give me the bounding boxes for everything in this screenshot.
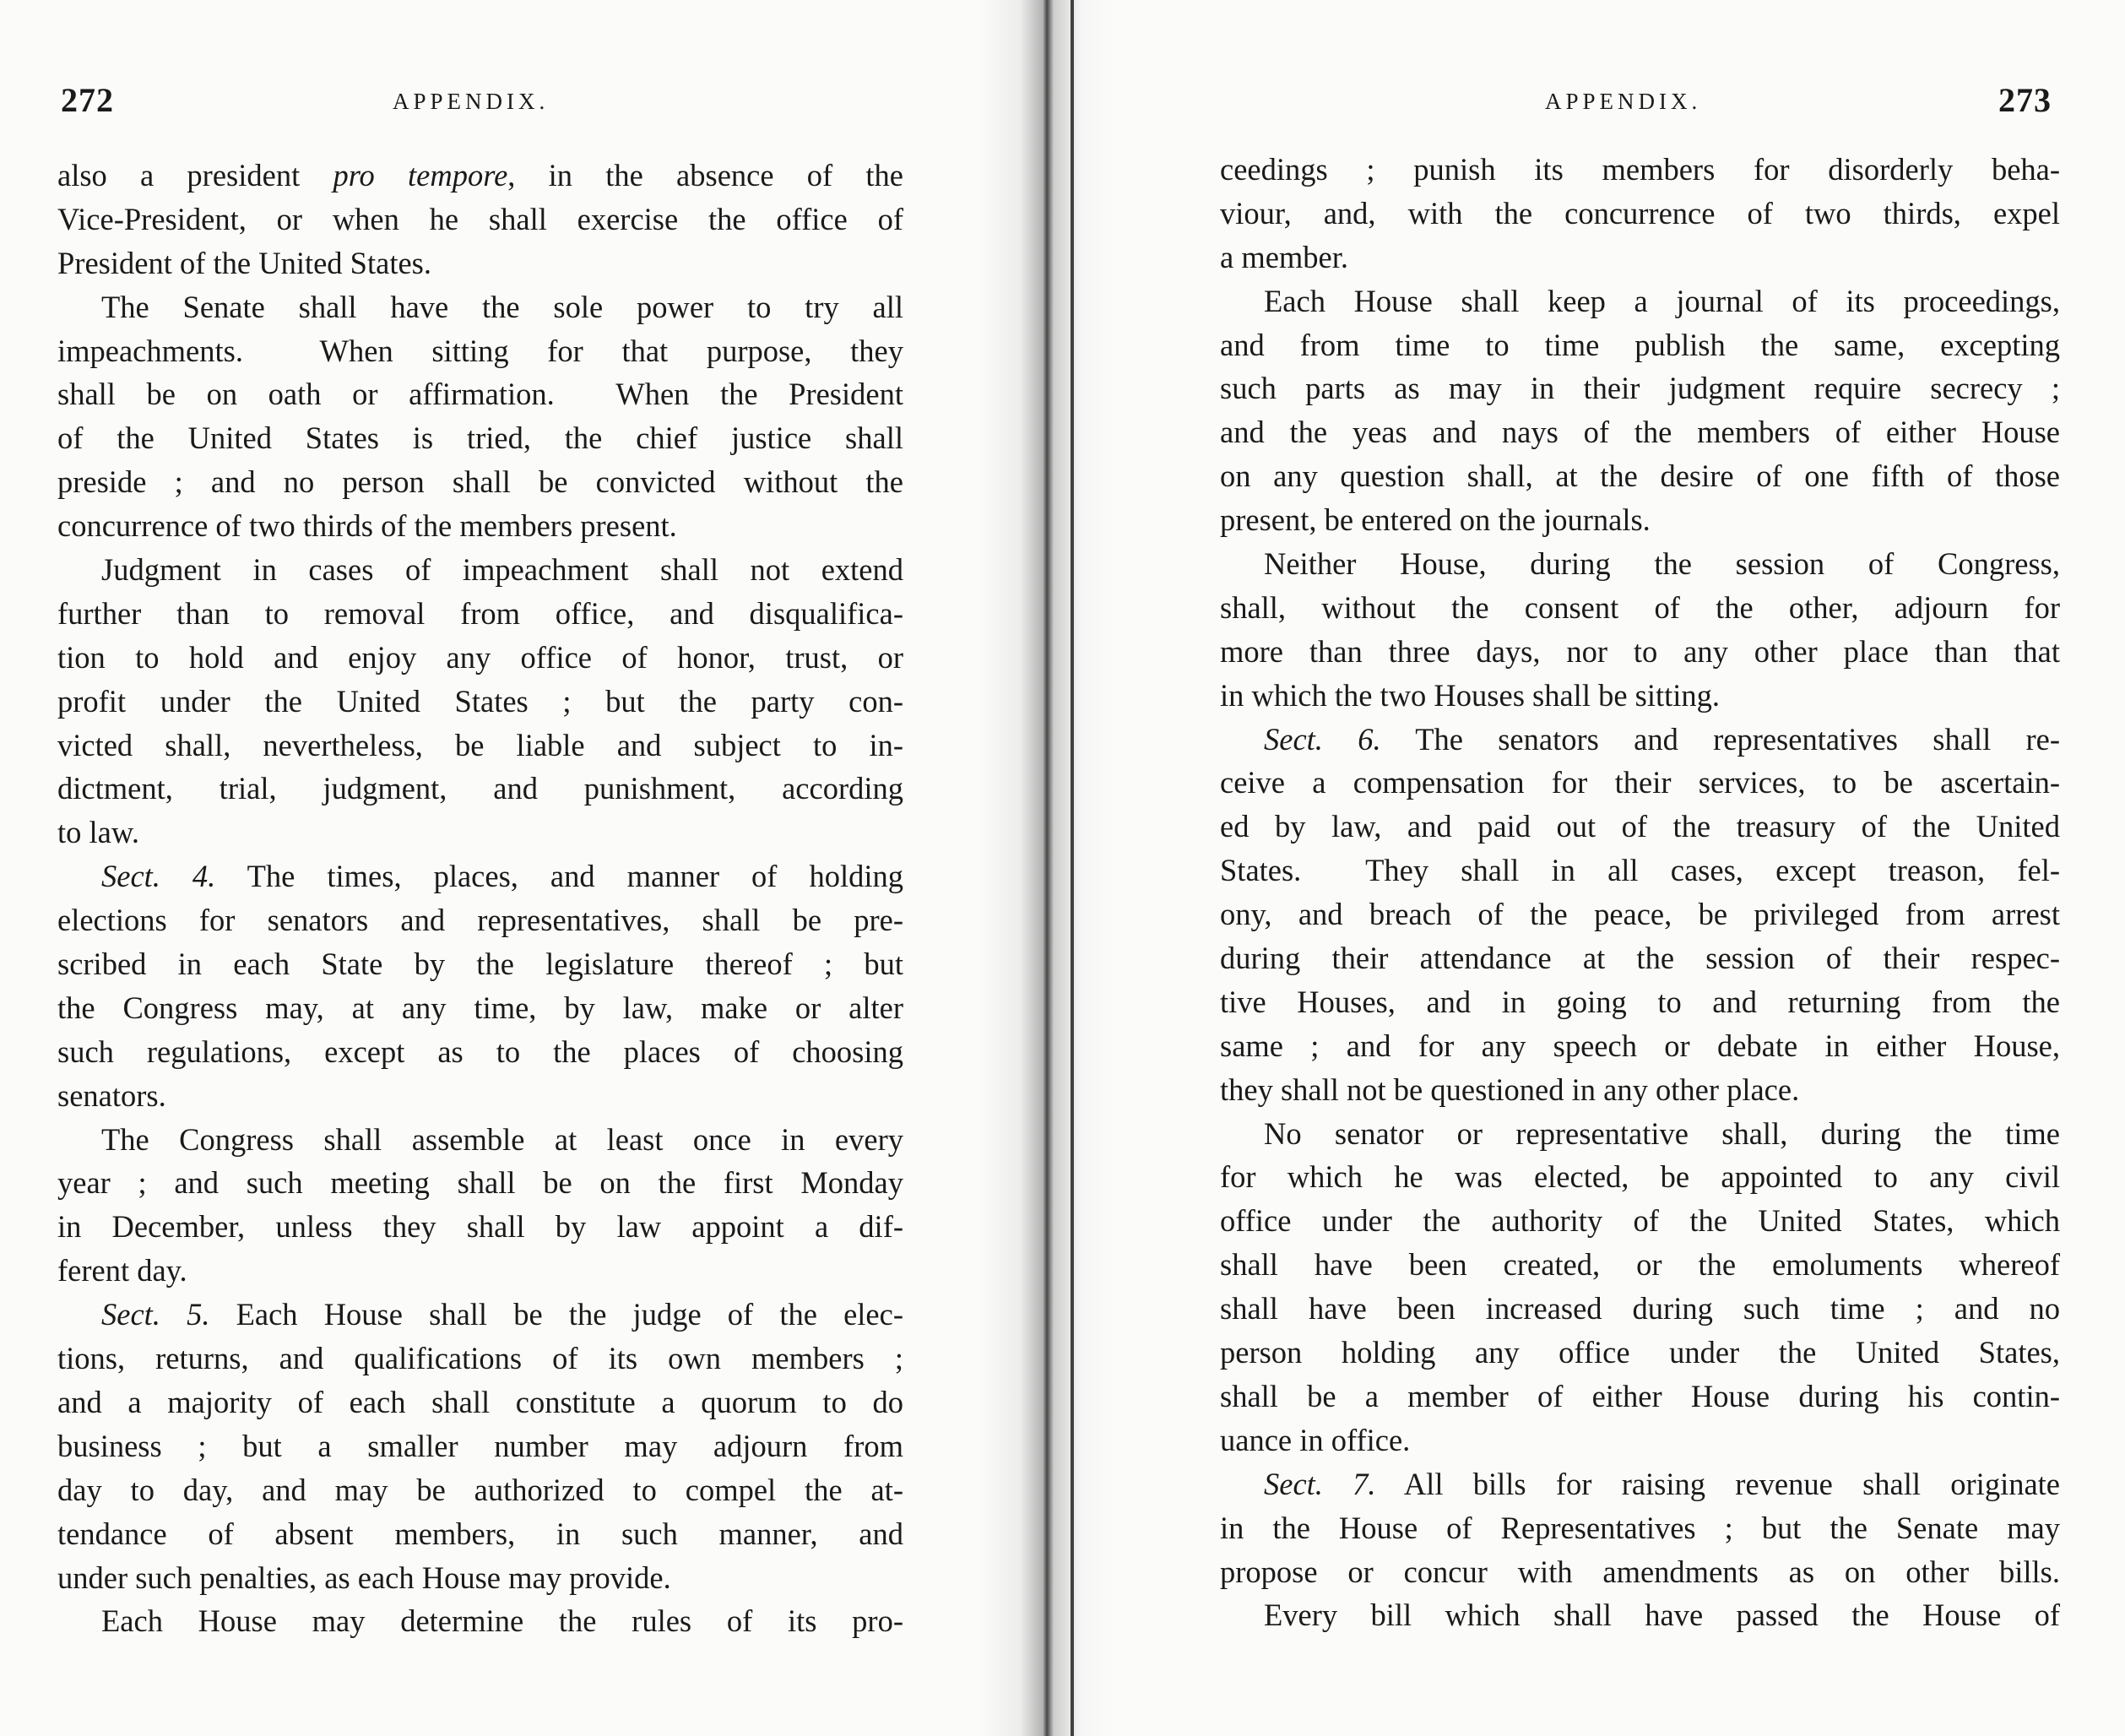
line-text: shall be a member of either House during his contin- xyxy=(1220,1378,2060,1413)
text-line xyxy=(1220,805,2060,849)
line-text: viour, and, with the concurrence of two thirds, expel xyxy=(1220,195,2060,231)
line-text: and a majority of each shall constitute a quorum to do xyxy=(57,1384,903,1419)
text-line xyxy=(57,329,903,373)
text-line xyxy=(1220,1375,2060,1419)
right-running-head: APPENDIX. xyxy=(1545,89,1702,114)
line-text: uance in office. xyxy=(1220,1422,1411,1457)
text-line xyxy=(1220,279,2060,323)
left-running-head: APPENDIX. xyxy=(393,89,550,114)
text-line xyxy=(1220,1287,2060,1331)
left-page xyxy=(51,0,903,1736)
section-label: Sect. 4. xyxy=(101,859,216,894)
line-text: business ; but a smaller number may adjourn from xyxy=(57,1428,903,1463)
text-line xyxy=(1220,892,2060,936)
line-text: ed by law, and paid out of the treasury of the United xyxy=(1220,809,2060,844)
text-line xyxy=(57,1205,903,1249)
text-line xyxy=(57,372,903,416)
text-line xyxy=(1220,498,2060,542)
text-line xyxy=(57,1599,903,1643)
text-line xyxy=(57,1556,903,1600)
text-line xyxy=(1220,761,2060,805)
line-text: during their attendance at the session of their respec- xyxy=(1220,941,2060,976)
line-text: office under the authority of the United States, which xyxy=(1220,1203,2060,1239)
text-line xyxy=(1220,586,2060,630)
text-line xyxy=(1220,454,2060,498)
text-line xyxy=(1220,1462,2060,1506)
line-text: President of the United States. xyxy=(57,245,431,280)
text-line xyxy=(57,1030,903,1074)
text-line xyxy=(1220,323,2060,367)
line-text: scribed in each State by the legislature thereof ; but xyxy=(57,947,903,982)
line-text: in the House of Representatives ; but the Senate may xyxy=(1220,1510,2060,1545)
line-text: Every bill which shall have passed the House of xyxy=(1264,1598,2060,1633)
line-text: No senator or representative shall, during the time xyxy=(1264,1115,2060,1151)
line-text: States. They shall in all cases, except treason, fel- xyxy=(1220,853,2060,888)
line-text: senators. xyxy=(57,1077,166,1113)
line-text: shall be on oath or affirmation. When the President xyxy=(57,377,903,412)
text-line xyxy=(1220,542,2060,586)
text-line xyxy=(57,854,903,898)
line-text: more than three days, nor to any other place than that xyxy=(1220,633,2060,669)
line-text: a member. xyxy=(1220,239,1349,274)
text-line xyxy=(57,285,903,329)
text-line xyxy=(1220,1331,2060,1375)
line-text: under such penalties, as each House may provide. xyxy=(57,1560,671,1595)
line-text: Each House shall be the judge of the elec- xyxy=(209,1297,903,1332)
line-text: in December, unless they shall by law appoint a dif- xyxy=(57,1209,903,1245)
line-text: concurrence of two thirds of the members present. xyxy=(57,508,677,544)
line-text-with-italic xyxy=(57,158,903,193)
text-line xyxy=(57,416,903,460)
line-text: person holding any office under the United States, xyxy=(1220,1335,2060,1370)
text-line xyxy=(57,898,903,942)
line-text-segment: , in the absence of the xyxy=(507,158,903,193)
left-page-body-text xyxy=(57,154,903,1643)
text-line xyxy=(1220,192,2060,236)
line-text: The Congress shall assemble at least once in every xyxy=(101,1121,903,1157)
line-text: shall have been increased during such time ; and no xyxy=(1220,1291,2060,1326)
text-line xyxy=(1220,366,2060,410)
text-line xyxy=(57,986,903,1030)
line-text: The times, places, and manner of holding xyxy=(215,859,903,894)
line-text: tions, returns, and qualifications of its own members ; xyxy=(57,1341,903,1376)
text-line xyxy=(1220,1593,2060,1637)
line-text: tive Houses, and in going to and returning from the xyxy=(1220,984,2060,1019)
line-text: Vice-President, or when he shall exercise the office of xyxy=(57,201,903,236)
line-text: further than to removal from office, and disqualifica- xyxy=(57,595,903,631)
section-label: Sect. 6. xyxy=(1264,721,1381,757)
line-text: impeachments. When sitting for that purpose, they xyxy=(57,333,903,368)
left-page-number: 272 xyxy=(61,81,114,119)
text-line xyxy=(57,811,903,854)
line-text: same ; and for any speech or debate in either House, xyxy=(1220,1028,2060,1063)
line-text: such regulations, except as to the places of choosing xyxy=(57,1033,903,1069)
right-page-number: 273 xyxy=(1998,81,2052,119)
text-line xyxy=(57,241,903,285)
text-line xyxy=(57,1118,903,1162)
text-line xyxy=(57,636,903,680)
section-label: Sect. 5. xyxy=(101,1297,210,1332)
line-text: of the United States is tried, the chief justice shall xyxy=(57,420,903,456)
text-line xyxy=(1220,630,2060,674)
book-gutter-crease xyxy=(1071,0,1074,1736)
text-line xyxy=(57,1293,903,1337)
line-text: victed shall, nevertheless, be liable and subject to in- xyxy=(57,727,903,762)
text-line xyxy=(57,504,903,548)
right-page-header xyxy=(1216,80,2060,131)
line-text: for which he was elected, be appointed to any civil xyxy=(1220,1159,2060,1195)
text-line xyxy=(1220,236,2060,279)
line-text: The senators and representatives shall re- xyxy=(1380,721,2060,757)
line-text: shall, without the consent of the other, adjourn for xyxy=(1220,589,2060,625)
text-line xyxy=(57,1249,903,1293)
text-line xyxy=(57,592,903,636)
italic-latin-phrase: pro tempore xyxy=(333,158,508,193)
text-line xyxy=(1220,1243,2060,1287)
text-line xyxy=(1220,1419,2060,1462)
line-text: tion to hold and enjoy any office of honor, trust, or xyxy=(57,639,903,675)
text-line xyxy=(57,724,903,768)
text-line xyxy=(57,1468,903,1512)
line-text: Each House shall keep a journal of its proceedings, xyxy=(1264,283,2060,318)
line-text: they shall not be questioned in any other place. xyxy=(1220,1071,1800,1107)
text-line xyxy=(1220,1506,2060,1550)
text-line xyxy=(1220,936,2060,980)
line-text: propose or concur with amendments as on other bills. xyxy=(1220,1554,2060,1589)
line-text: in which the two Houses shall be sitting. xyxy=(1220,677,1721,713)
line-text: and from time to time publish the same, excepting xyxy=(1220,327,2060,362)
line-text: The Senate shall have the sole power to try all xyxy=(101,289,903,324)
line-text: profit under the United States ; but the party con- xyxy=(57,683,903,719)
line-text: Neither House, during the session of Congress, xyxy=(1264,546,2060,582)
line-text: Each House may determine the rules of its pro- xyxy=(101,1603,903,1639)
line-text-segment: also a president xyxy=(57,158,333,193)
line-text: tendance of absent members, in such manner, and xyxy=(57,1516,903,1551)
line-text: such parts as may in their judgment require secrecy ; xyxy=(1220,371,2060,406)
text-line xyxy=(57,548,903,592)
line-text: present, be entered on the journals. xyxy=(1220,502,1651,538)
line-text: shall have been created, or the emoluments whereof xyxy=(1220,1247,2060,1283)
line-text: to law. xyxy=(57,815,139,850)
text-line xyxy=(1220,674,2060,718)
line-text: ceedings ; punish its members for disorderly beha- xyxy=(1220,152,2060,187)
line-text: ferent day. xyxy=(57,1253,187,1288)
right-page-body-text xyxy=(1220,148,2060,1637)
line-text: elections for senators and representatives, shall be pre- xyxy=(57,903,903,938)
line-text: dictment, trial, judgment, and punishment, according xyxy=(57,771,903,806)
line-text: Judgment in cases of impeachment shall not extend xyxy=(101,552,903,588)
text-line xyxy=(57,1074,903,1118)
left-page-header xyxy=(51,80,903,131)
text-line xyxy=(57,942,903,986)
line-text: ony, and breach of the peace, be privileged from arrest xyxy=(1220,897,2060,932)
text-line xyxy=(1220,1199,2060,1243)
text-line xyxy=(57,1337,903,1381)
text-line xyxy=(1220,1112,2060,1156)
section-label: Sect. 7. xyxy=(1264,1466,1376,1501)
line-text: preside ; and no person shall be convicted without the xyxy=(57,464,903,500)
text-line xyxy=(1220,849,2060,892)
line-text: All bills for raising revenue shall originate xyxy=(1375,1466,2060,1501)
text-line xyxy=(1220,410,2060,454)
line-text: day to day, and may be authorized to compel the at- xyxy=(57,1472,903,1507)
line-text: on any question shall, at the desire of one fifth of those xyxy=(1220,458,2060,494)
text-line xyxy=(1220,1024,2060,1068)
text-line xyxy=(57,767,903,811)
text-line xyxy=(1220,1550,2060,1594)
text-line xyxy=(57,1512,903,1556)
text-line xyxy=(1220,1155,2060,1199)
text-line xyxy=(57,460,903,504)
text-line xyxy=(1220,980,2060,1024)
text-line xyxy=(57,1381,903,1424)
book-gutter-shadow xyxy=(979,0,1114,1736)
text-line xyxy=(1220,718,2060,762)
text-line xyxy=(57,680,903,724)
text-line xyxy=(57,154,903,198)
line-text: ceive a compensation for their services, to be ascertain- xyxy=(1220,765,2060,800)
line-text: and the yeas and nays of the members of either House xyxy=(1220,415,2060,450)
text-line xyxy=(57,198,903,241)
text-line xyxy=(57,1424,903,1468)
text-line xyxy=(57,1161,903,1205)
text-line xyxy=(1220,148,2060,192)
right-page xyxy=(1216,0,2060,1736)
line-text: year ; and such meeting shall be on the first Monday xyxy=(57,1165,903,1201)
line-text: the Congress may, at any time, by law, make or alter xyxy=(57,990,903,1025)
text-line xyxy=(1220,1068,2060,1112)
